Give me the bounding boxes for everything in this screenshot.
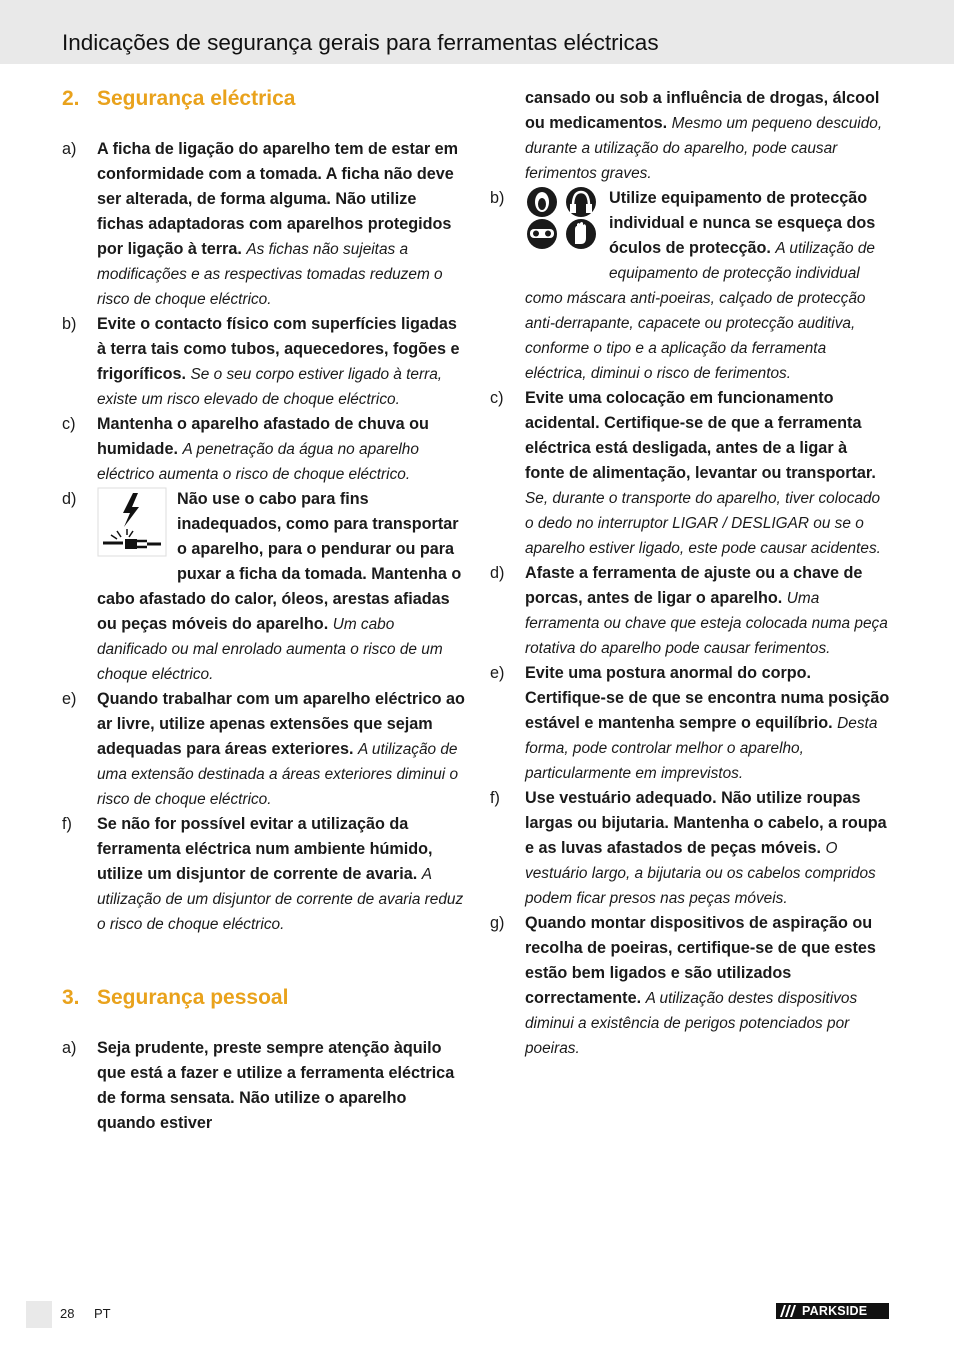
list-item: [62, 812, 466, 937]
item-bold: Evite uma postura anormal do corpo. Certifique-se de que se encontra numa posição estável e mantenha sempre o equilíbrio.: [525, 664, 890, 732]
item-italic: A penetração da água no aparelho eléctrico aumenta o risco de choque eléctrico.: [97, 441, 419, 483]
item-bold: Evite uma colocação em funcionamento acidental. Certifique-se de que a ferramenta eléctrica está desligada, antes de a ligar à fonte de alimentação, levantar ou transportar.: [525, 389, 876, 482]
item-letter: c): [62, 415, 76, 433]
item-italic: Uma ferramenta ou chave que esteja colocada numa peça rotativa do aparelho pode causar ferimentos.: [525, 590, 888, 657]
item-bold: Não use o cabo para fins inadequados, como para transportar o aparelho, para o pendurar ou para puxar a ficha da tomada. Mantenha o cabo afastado do calor, óleos, arestas afiadas ou peças móveis do aparelho.: [97, 490, 462, 633]
item-bold: Se não for possível evitar a utilização da ferramenta eléctrica num ambiente húmido, utilize um disjuntor de corrente de avaria.: [97, 815, 433, 883]
parkside-logo: [776, 1303, 889, 1319]
list-item: [62, 312, 466, 412]
item-letter: f): [490, 789, 500, 807]
list-item: [490, 386, 890, 561]
left-column: [62, 86, 466, 1136]
item-bold: Seja prudente, preste sempre atenção àquilo que está a fazer e utilize a ferramenta eléctrica de forma sensata. Não utilize o aparelho quando estiver: [97, 1039, 455, 1132]
section-title-text: Segurança pessoal: [97, 986, 289, 1009]
section-number: 3.: [62, 986, 80, 1009]
page-number: 28: [60, 1306, 75, 1321]
list-item: [490, 186, 890, 386]
ear-protection-icon: [566, 187, 596, 217]
list-item: [490, 786, 890, 911]
item-bold: Evite o contacto físico com superfícies ligadas à terra tais como tubos, aquecedores, fogões e frigoríficos.: [97, 315, 460, 383]
section-3-title: [62, 985, 466, 1011]
list-item: [62, 487, 466, 687]
cable-warning-icon: [97, 487, 167, 565]
item-bold: Quando montar dispositivos de aspiração ou recolha de poeiras, certifique-se de que estes estão bem ligados e são utilizados correctamente.: [525, 914, 876, 1007]
section-2-title: [62, 86, 466, 112]
ppe-icons: [525, 186, 599, 258]
right-column: [490, 86, 890, 1061]
item-italic: A utilização de equipamento de protecção individual como máscara anti-poeiras, calçado de protecção anti-derrapante, capacete ou protecção auditiva, conforme o tipo e a aplicação da ferramenta eléctrica, diminui o risco de ferimentos.: [525, 240, 875, 382]
section-title-text: Segurança eléctrica: [97, 87, 296, 110]
item-letter: b): [62, 315, 77, 333]
item-italic: O vestuário largo, a bijutaria ou os cabelos compridos podem ficar presos nas peças móveis.: [525, 840, 876, 907]
item-bold: Use vestuário adequado. Não utilize roupas largas ou bijutaria. Mantenha o cabelo, a roupa e as luvas afastados de peças móveis.: [525, 789, 887, 857]
logo-stripes-icon: [776, 1303, 798, 1319]
item-italic: A utilização de um disjuntor de corrente de avaria reduz o risco de choque eléctrico.: [97, 866, 464, 933]
item-bold: Quando trabalhar com um aparelho eléctrico ao ar livre, utilize apenas extensões que sejam adequadas para áreas exteriores.: [97, 690, 465, 758]
item-letter: g): [490, 914, 505, 932]
list-item: [490, 911, 890, 1061]
goggles-icon: [527, 219, 557, 249]
item-italic: A utilização de uma extensão destinada a áreas exteriores diminui o risco de choque eléctrico.: [97, 741, 459, 808]
page-title: Indicações de segurança gerais para ferramentas eléctricas: [62, 30, 659, 55]
section-number: 2.: [62, 87, 80, 110]
item-italic: Se o seu corpo estiver ligado à terra, existe um risco elevado de choque eléctrico.: [97, 366, 443, 408]
item-letter: e): [62, 690, 77, 708]
list-item: [62, 412, 466, 487]
list-item: [490, 661, 890, 786]
item-letter: a): [62, 140, 77, 158]
item-letter: b): [490, 189, 505, 207]
item-italic: Um cabo danificado ou mal enrolado aumenta o risco de um choque eléctrico.: [97, 616, 443, 683]
item-bold: cansado ou sob a influência de drogas, álcool ou medicamentos.: [525, 89, 880, 132]
footer-marker: [26, 1301, 52, 1328]
item-italic: Mesmo um pequeno descuido, durante a utilização do aparelho, pode causar ferimentos graves.: [525, 115, 883, 182]
list-item: [62, 137, 466, 312]
item-italic: Se, durante o transporte do aparelho, tiver colocado o dedo no interruptor LIGAR / DESLIGAR ou se o aparelho estiver ligado, este pode causar acidentes.: [525, 490, 881, 557]
item-letter: d): [62, 490, 77, 508]
item-bold: Afaste a ferramenta de ajuste ou a chave de porcas, antes de ligar o aparelho.: [525, 564, 863, 607]
item-italic: A utilização destes dispositivos diminui a existência de perigos potenciados por poeiras.: [525, 990, 858, 1057]
item-letter: f): [62, 815, 72, 833]
list-item: [490, 561, 890, 661]
list-item: [62, 1036, 466, 1136]
list-item-continuation: [490, 86, 890, 186]
item-letter: a): [62, 1039, 77, 1057]
item-letter: c): [490, 389, 504, 407]
face-mask-icon: [527, 187, 557, 217]
item-bold: Utilize equipamento de protecção individual e nunca se esqueça dos óculos de protecção.: [609, 189, 876, 257]
list-item: [62, 687, 466, 812]
item-bold: A ficha de ligação do aparelho tem de estar em conformidade com a tomada. A ficha não deve ser alterada, de forma alguma. Não utilize fichas adaptadoras com aparelhos protegidos por ligação à terra.: [97, 140, 459, 258]
logo-text: PARKSIDE: [802, 1304, 868, 1318]
language-code: PT: [94, 1306, 111, 1321]
item-italic: As fichas não sujeitas a modificações e as respectivas tomadas reduzem o risco de choque eléctrico.: [97, 241, 443, 308]
item-bold: Mantenha o aparelho afastado de chuva ou humidade.: [97, 415, 429, 458]
page-header: [0, 0, 954, 64]
gloves-icon: [566, 219, 596, 249]
item-italic: Desta forma, pode controlar melhor o aparelho, particularmente em imprevistos.: [525, 715, 878, 782]
item-letter: d): [490, 564, 505, 582]
item-letter: e): [490, 664, 505, 682]
